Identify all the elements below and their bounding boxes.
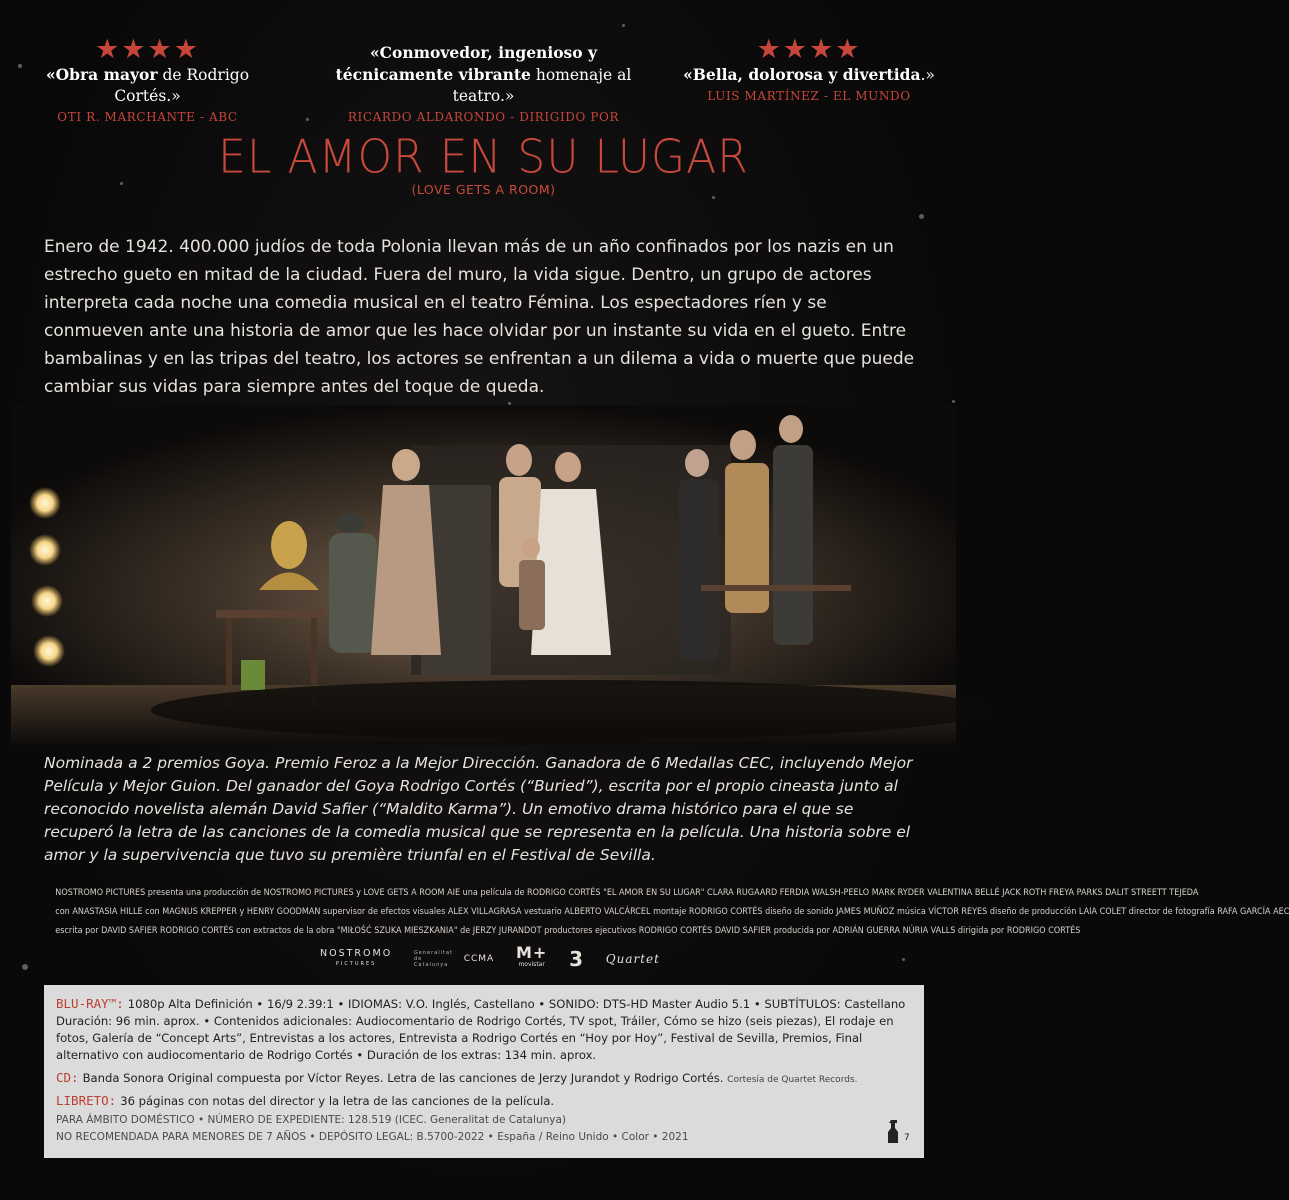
review-quote: «Conmovedor, ingenioso y técnicamente vibrante homenaje al teatro.» [335,43,632,105]
libreto-specs: LIBRETO: 36 páginas con notas del director y la letra de las canciones de la película. [56,1093,555,1108]
rating-stars: ★★★★ [756,34,862,65]
ccma-logo: CCMA [463,954,495,964]
credits-line: con ANASTASIA HILLE con MAGNUS KREPPER y HENRY GOODMAN supervisor de efectos visuales ALEX VILLAGRASA vestuario ALBERTO VALCÁRCEL montaje RODRIGO CORTÉS diseño de sonido JAMES MUÑOZ música VÍCTOR REYES diseño de producción LAIA COLET director de fotografía RAFA GARCÍA AEC [55,907,1289,917]
review-source: OTI R. MARCHANTE - ABC [57,110,238,124]
synopsis-text: Enero de 1942. 400.000 judíos de toda Polonia llevan más de un año confinados por los nazis en un estrecho gueto en mitad de la ciudad. Fuera del muro, la vida sigue. Dentro, un grupo de actores interpreta cada noche una comedia musical en el teatro Fémina. Los espectadores ríen y se conmueven ante una historia de amor que les hace olvidar por un instante su vida en el gueto. Entre bambalinas y en las tripas del teatro, los actores se enfrentan a un dilema a vida o muerte que puede cambiar sus vidas para siempre antes del toque de queda. [44,237,915,397]
logos-row [320,943,660,972]
tv3-logo: 3 [569,947,584,971]
review-quote: «Obra mayor de Rodrigo Cortés.» [45,65,250,105]
cd-label: CD: [56,1070,79,1085]
review-source: LUIS MARTÍNEZ - EL MUNDO [707,89,911,103]
libreto-label: LIBRETO: [56,1093,117,1108]
legal-notice: PARA ÁMBITO DOMÉSTICO • NÚMERO DE EXPEDIENTE: 128.519 (ICEC. Generalitat de Catalunya) NO RECOMENDADA PARA MENORES DE 7 AÑOS • DEPÓSITO LEGAL: B.5700-2022 • España / Reino Unido • Color • 2021 [56,1114,689,1143]
review-abc [30,36,265,124]
movistar-logo: M+ movistar [515,943,548,968]
credits-line: NOSTROMO PICTURES presenta una producción de NOSTROMO PICTURES y LOVE GETS A ROOM AIE una película de RODRIGO CORTÉS "EL AMOR EN SU LUGAR" CLARA RUGAARD FERDIA WALSH-PEELO MARK RYDER VALENTINA BELLÉ JACK ROTH FREYA PARKS DALIT STREETT TEJEDA [55,888,1199,898]
review-quote: «Bella, dolorosa y divertida.» [683,65,935,84]
rating-number: 7 [904,1133,910,1143]
review-source: RICARDO ALDARONDO - DIRIGIDO POR [347,110,620,124]
rating-stars: ★★★★ [95,34,200,65]
generalitat-logo: Generalitat de Catalunya [413,950,454,968]
quartet-logo: Quartet [605,952,660,966]
cd-specs: CD: Banda Sonora Original compuesta por Víctor Reyes. Letra de las canciones de Jerzy Jurandot y Rodrigo Cortés. Cortesía de Quartet Records. [56,1070,858,1085]
age-rating-icon [886,1116,910,1146]
billing-block [55,884,1289,941]
movie-title: EL AMOR EN SU LUGAR [218,130,749,185]
bluray-label: BLU-RAY™: [56,996,124,1011]
credits-line: escrita por DAVID SAFIER RODRIGO CORTÉS con extractos de la obra "MIŁOŚĆ SZUKA MIESZKANIA" de JERZY JURANDOT productores ejecutivos RODRIGO CORTÉS DAVID SAFIER producida por ADRIÁN GUERRA NÚRIA VALLS dirigida por RODRIGO CORTÉS [55,926,1081,936]
movie-subtitle: (LOVE GETS A ROOM) [411,182,556,197]
bluray-specs: BLU-RAY™: 1080p Alta Definición • 16/9 2.39:1 • IDIOMAS: V.O. Inglés, Castellano • SONIDO: DTS-HD Master Audio 5.1 • SUBTÍTULOS: Castellano Duración: 96 min. aprox. • Contenidos adicionales: Audiocomentario de Rodrigo Cortés, TV spot, Tráiler, Cómo se hizo (seis piezas), El rodaje en fotos, Galería de “Concept Arts”, Entrevistas a los actores, Entrevista a Rodrigo Cortés en “Hoy por Hoy”, Festival de Sevilla, Premios, Final alternativo con audiocomentario de Rodrigo Cortés • Duración de los extras: 134 min. aprox. [56,996,906,1062]
review-el-mundo [678,36,940,103]
review-dirigido-por [330,42,637,124]
specs-panel [44,985,924,1158]
stage-photo [11,405,956,745]
awards-text: Nominada a 2 premios Goya. Premio Feroz a la Mejor Dirección. Ganadora de 6 Medallas CEC, incluyendo Mejor Película y Mejor Guion. Del ganador del Goya Rodrigo Cortés (“Buried”), escrita por el propio cineasta junto al reconocido novelista alemán David Safier (“Maldito Karma”). Un emotivo drama histórico para el que se recuperó la letra de las canciones de la comedia musical que se representa en la película. Una historia sobre el amor y la supervivencia que tuvo su première triunfal en el Festival de Sevilla. [44,754,913,864]
nostromo-logo: NOSTROMO PICTURES [320,948,393,967]
